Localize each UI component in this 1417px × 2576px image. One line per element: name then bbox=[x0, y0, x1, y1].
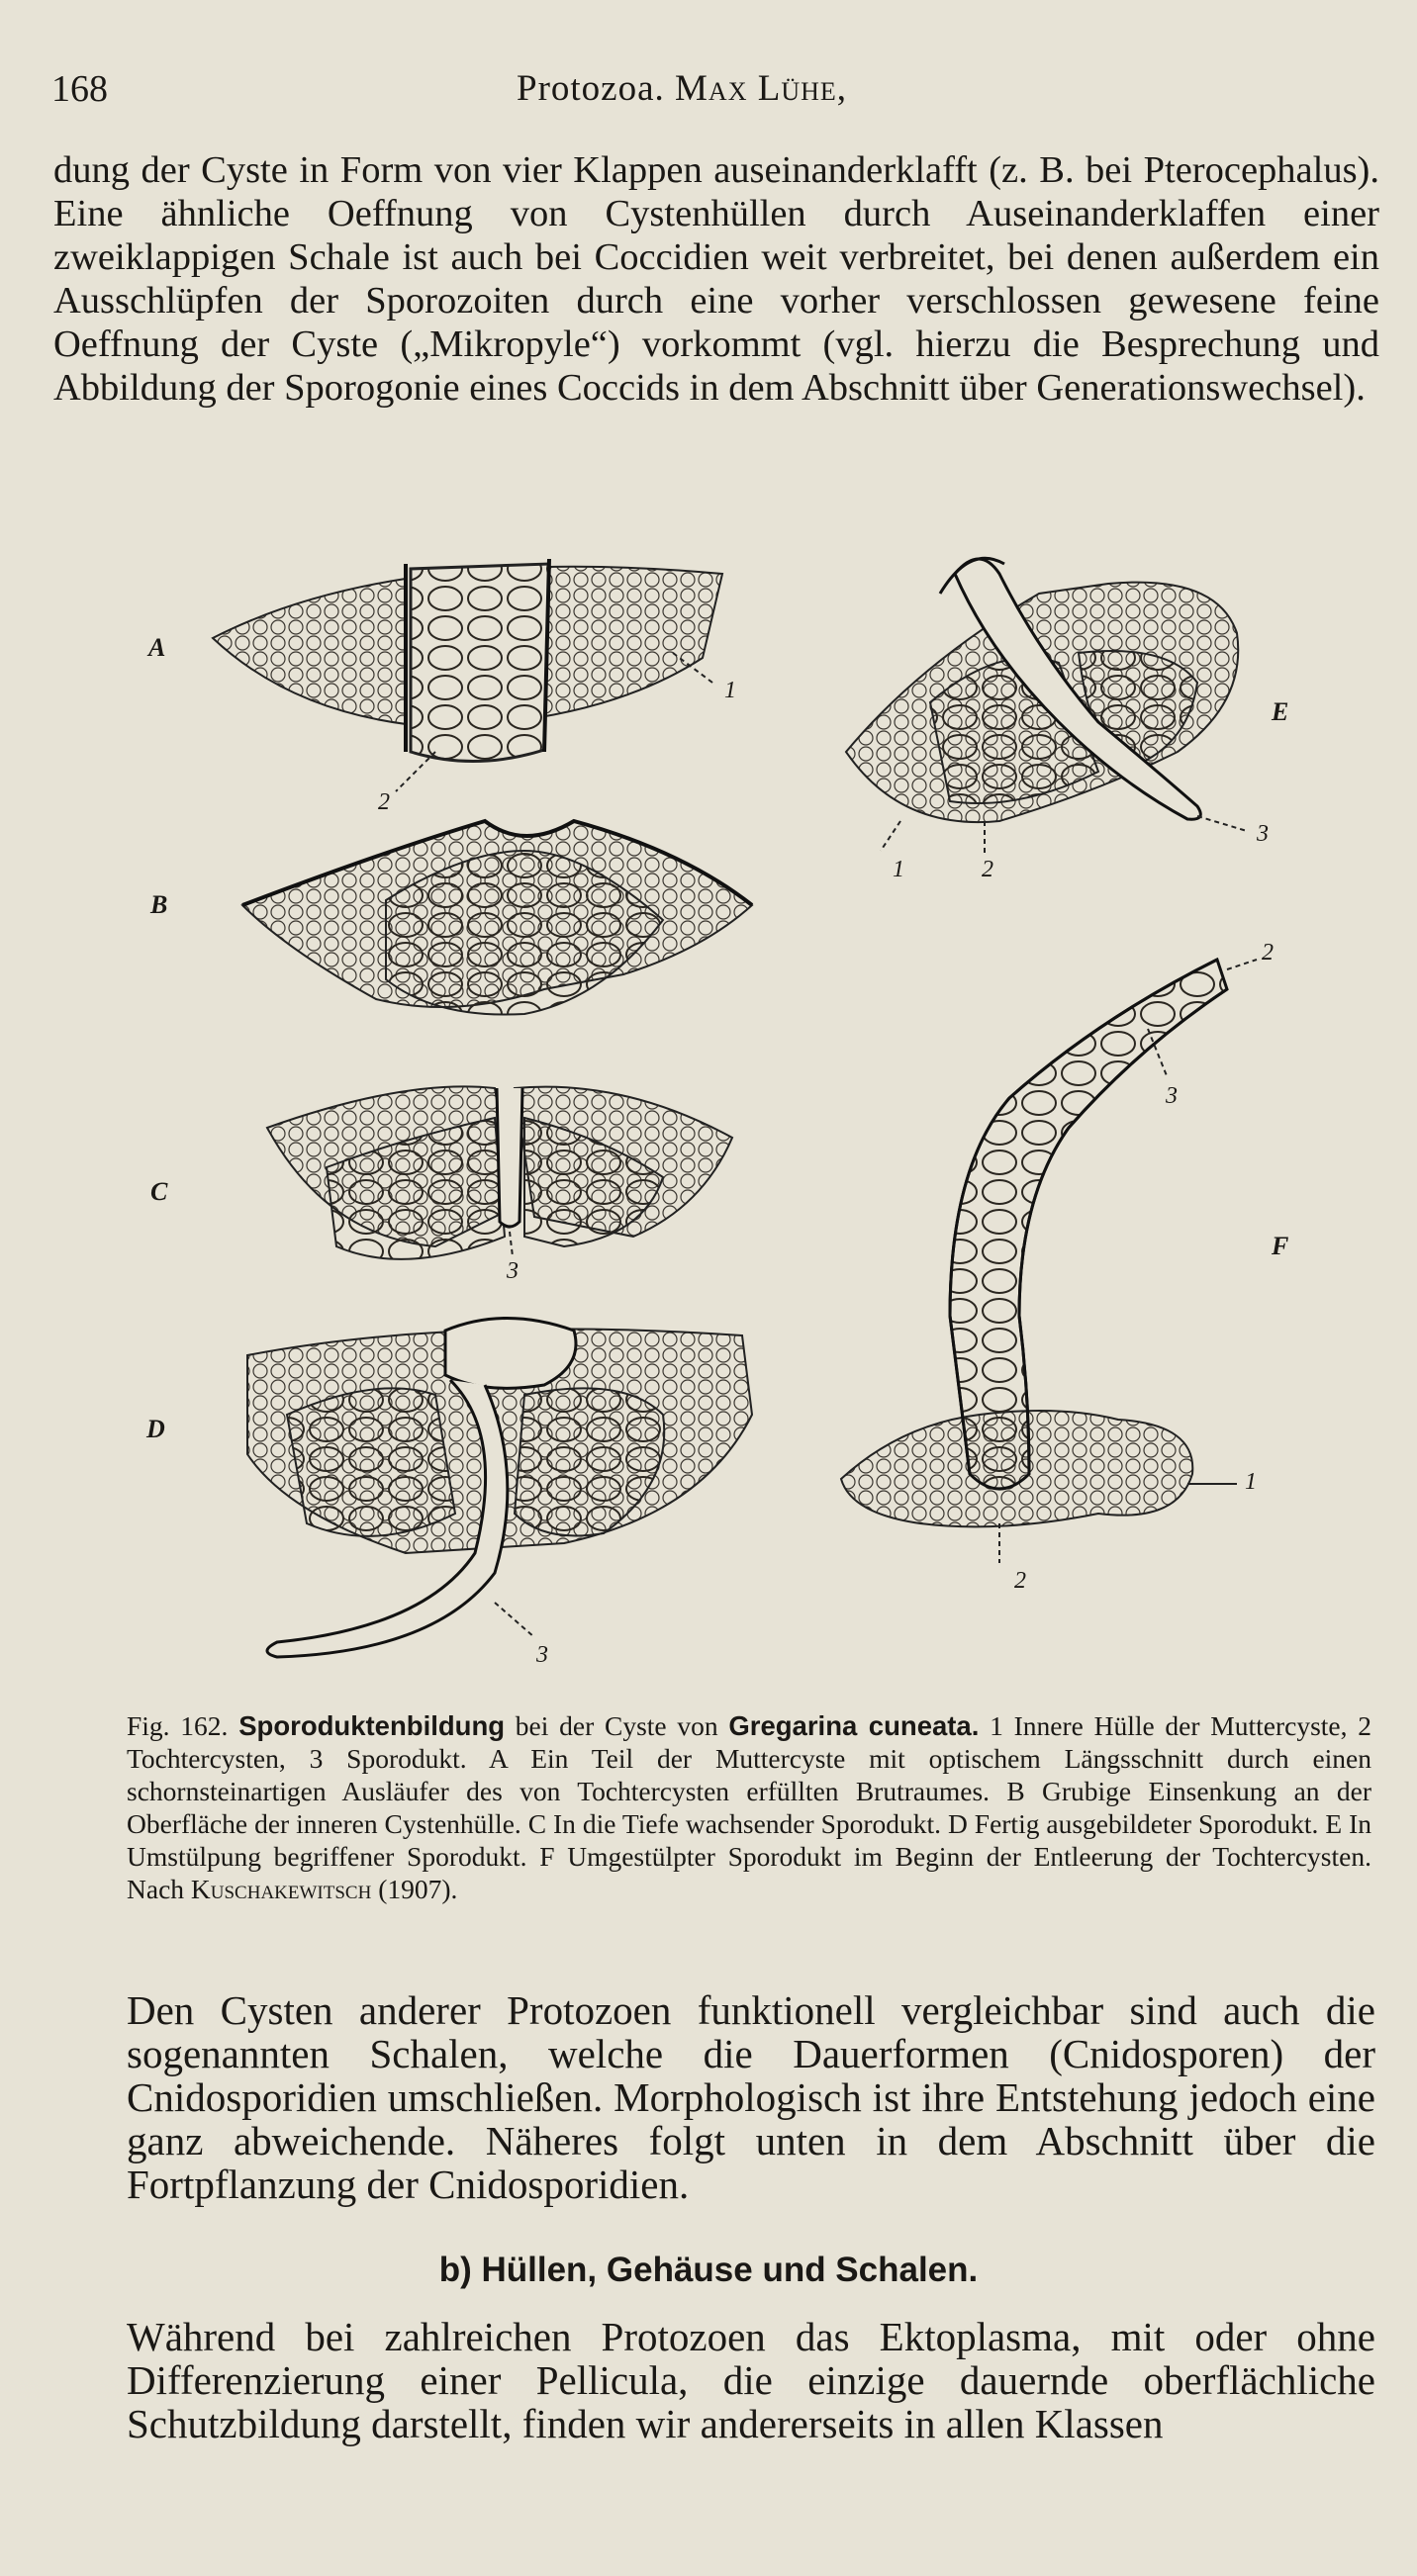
caption-title: Sporoduktenbildung bbox=[238, 1710, 506, 1741]
panel-label-f: F bbox=[1272, 1232, 1289, 1260]
label-e-1: 1 bbox=[893, 857, 904, 882]
panel-label-b: B bbox=[150, 890, 168, 919]
caption-fig-number: Fig. 162. bbox=[127, 1710, 229, 1741]
panel-label-d: D bbox=[146, 1415, 165, 1443]
paragraph-cnidosporidien bbox=[127, 1988, 1375, 2206]
author-name: Max Lühe, bbox=[675, 68, 848, 109]
label-c-3: 3 bbox=[507, 1258, 519, 1284]
running-title: Protozoa. bbox=[517, 68, 665, 109]
label-f-2-top: 2 bbox=[1262, 940, 1274, 966]
caption-text: bei der Cyste von bbox=[505, 1710, 729, 1741]
label-e-3: 3 bbox=[1257, 821, 1269, 847]
panel-f-drawing bbox=[841, 960, 1257, 1563]
figure-162 bbox=[109, 524, 1346, 1682]
panel-b-drawing bbox=[242, 821, 752, 1015]
paragraph-text: Den Cysten anderer Protozoen funktionell vergleichbar sind auch die sogenannten Schalen, welche die Dauerformen (Cnidosporen) der Cnidosporidien umschließen. Morphologisch ist ihre Entstehung jedoch eine ganz abweichende. Näheres folgt unten in dem Abschnitt über die Fortpflanzung der Cnidosporidien. bbox=[127, 1987, 1375, 2207]
label-d-3: 3 bbox=[536, 1642, 548, 1668]
label-a-2: 2 bbox=[378, 789, 390, 815]
page-number: 168 bbox=[51, 68, 108, 110]
panel-label-a: A bbox=[148, 633, 166, 662]
page-header bbox=[51, 67, 1358, 117]
paragraph-text: dung der Cyste in Form von vier Klappen auseinanderklafft (z. B. bei Pterocephalus). Eine ähnliche Oeffnung von Cystenhüllen durch Auseinanderklaffen einer zweiklappigen Schale ist auch bei Coccidien weit verbreitet, bei denen außerdem ein Ausschlüpfen der Sporozoiten durch eine vorher verschlossen gewesene feine Oeffnung der Cyste („Mikropyle“) vorkommt (vgl. hierzu die Besprechung und Abbildung der Sporogonie eines Coccids in dem Abschnitt über Generationswechsel). bbox=[53, 149, 1379, 409]
paragraph-huellen bbox=[127, 2315, 1375, 2445]
label-f-3: 3 bbox=[1166, 1083, 1178, 1109]
panel-c-drawing bbox=[267, 1086, 732, 1259]
panel-a-drawing bbox=[213, 559, 722, 791]
label-e-2: 2 bbox=[982, 857, 993, 882]
caption-year: (1907). bbox=[371, 1874, 458, 1904]
paragraph-text: Während bei zahlreichen Protozoen das Ektoplasma, mit oder ohne Differenzierung einer Pellicula, die einzige dauernde oberflächliche Schutzbildung darstellt, finden wir andererseits in allen Klassen bbox=[127, 2314, 1375, 2446]
figure-caption bbox=[127, 1709, 1371, 1905]
caption-body: 1 Innere Hülle der Muttercyste, 2 Tochtercysten, 3 Sporodukt. A Ein Teil der Muttercyste mit optischem Längsschnitt durch einen schornsteinartigen Ausläufer des von Tochtercysten erfüllten Brutraumes. B Grubige Einsenkung an der Oberfläche der inneren Cystenhülle. C In die Tiefe wachsender Sporodukt. D Fertig ausgebildeter Sporodukt. E In Umstülpung begriffener Sporodukt. F Umgestülpter Sporodukt im Beginn der Entleerung der Tochtercysten. Nach bbox=[127, 1710, 1372, 1904]
label-a-1: 1 bbox=[724, 678, 736, 703]
panel-label-e: E bbox=[1272, 697, 1289, 726]
panel-label-c: C bbox=[150, 1177, 168, 1206]
panel-d-drawing bbox=[247, 1319, 752, 1658]
running-head bbox=[517, 67, 847, 110]
panel-e-drawing bbox=[846, 558, 1247, 856]
caption-source: Kuschakewitsch bbox=[190, 1874, 372, 1904]
label-f-1: 1 bbox=[1245, 1469, 1257, 1495]
section-heading: b) Hüllen, Gehäuse und Schalen. bbox=[438, 2251, 979, 2289]
label-f-2-bottom: 2 bbox=[1014, 1568, 1026, 1594]
paragraph-continued bbox=[53, 148, 1379, 410]
caption-species: Gregarina cuneata. bbox=[728, 1710, 980, 1741]
